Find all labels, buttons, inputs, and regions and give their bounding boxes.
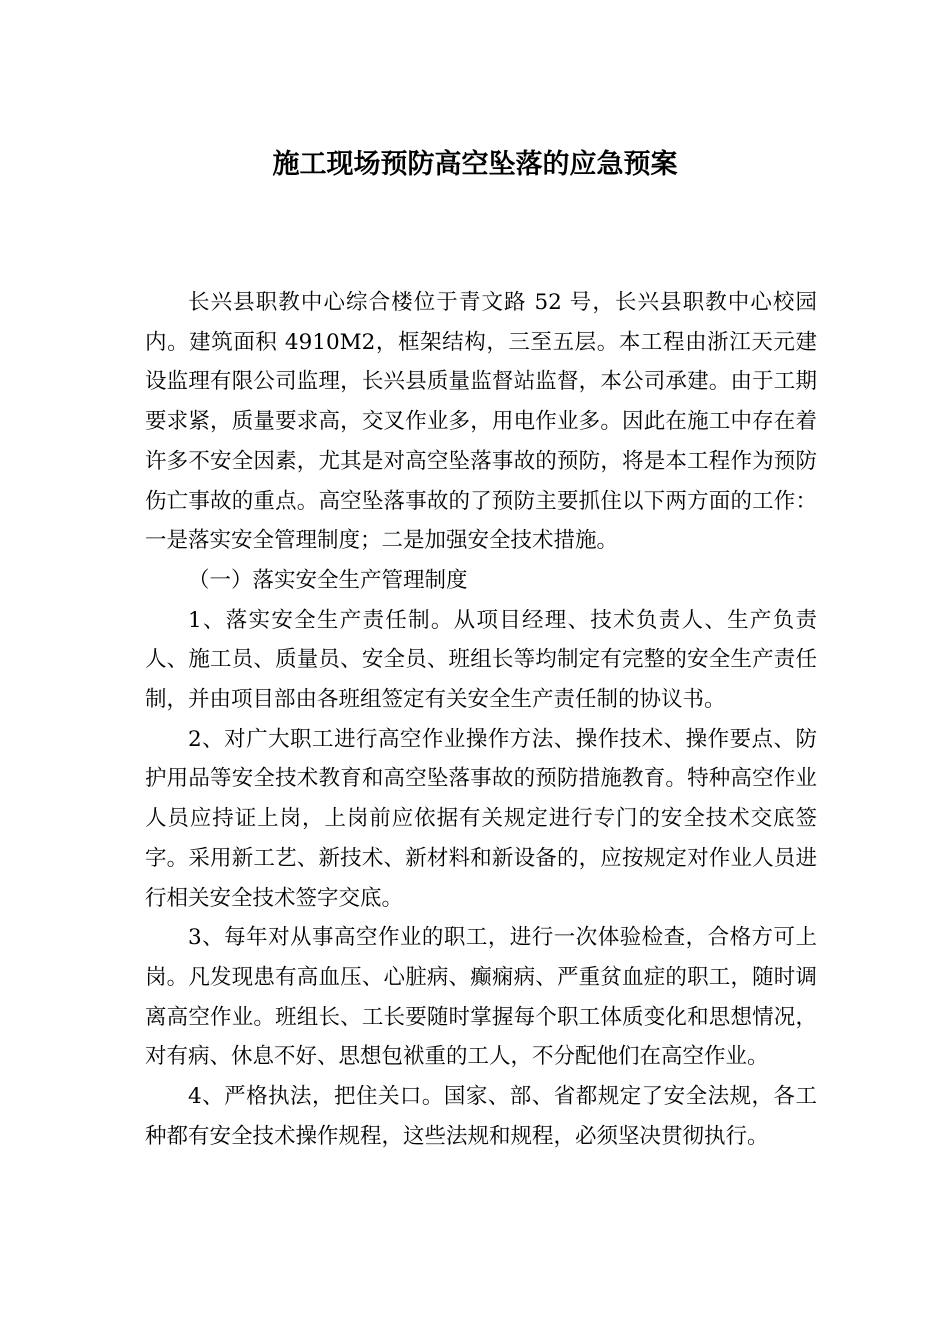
paragraph-item-4: 4、严格执法，把住关口。国家、部、省都规定了安全法规，各工种都有安全技术操作规程，这些法规和规程，必须坚决贯彻执行。: [145, 1084, 817, 1149]
paragraph-item-1: 1、落实安全生产责任制。从项目经理、技术负责人、生产负责人、施工员、质量员、安全员、班组长等均制定有完整的安全生产责任制，并由项目部由各班组签定有关安全生产责任制的协议书。: [145, 607, 817, 713]
document-body: [145, 283, 817, 1156]
section-heading: （一）落实安全生产管理制度: [188, 567, 468, 593]
paragraph-intro: 长兴县职教中心综合楼位于青文路 52 号，长兴县职教中心校园内。建筑面积 4910M2，框架结构，三至五层。本工程由浙江天元建设监理有限公司监理，长兴县质量监督站监督，本公司承建。由于工期要求紧，质量要求高，交叉作业多，用电作业多。因此在施工中存在着许多不安全因素，尤其是对高空坠落事故的预防，将是本工程作为预防伤亡事故的重点。高空坠落事故的了预防主要抓住以下两方面的工作：一是落实安全管理制度；二是加强安全技术措施。: [145, 290, 817, 554]
paragraph-item-2: 2、对广大职工进行高空作业操作方法、操作技术、操作要点、防护用品等安全技术教育和高空坠落事故的预防措施教育。特种高空作业人员应持证上岗，上岗前应依据有关规定进行专门的安全技术交底签字。采用新工艺、新技术、新材料和新设备的，应按规定对作业人员进行相关安全技术签字交底。: [145, 726, 817, 911]
document-title: 施工现场预防高空坠落的应急预案: [272, 149, 678, 180]
paragraph-item-3: 3、每年对从事高空作业的职工，进行一次体验检查，合格方可上岗。凡发现患有高血压、心脏病、癫痫病、严重贫血症的职工，随时调离高空作业。班组长、工长要随时掌握每个职工体质变化和思想情况，对有病、休息不好、思想包袱重的工人，不分配他们在高空作业。: [145, 925, 817, 1070]
